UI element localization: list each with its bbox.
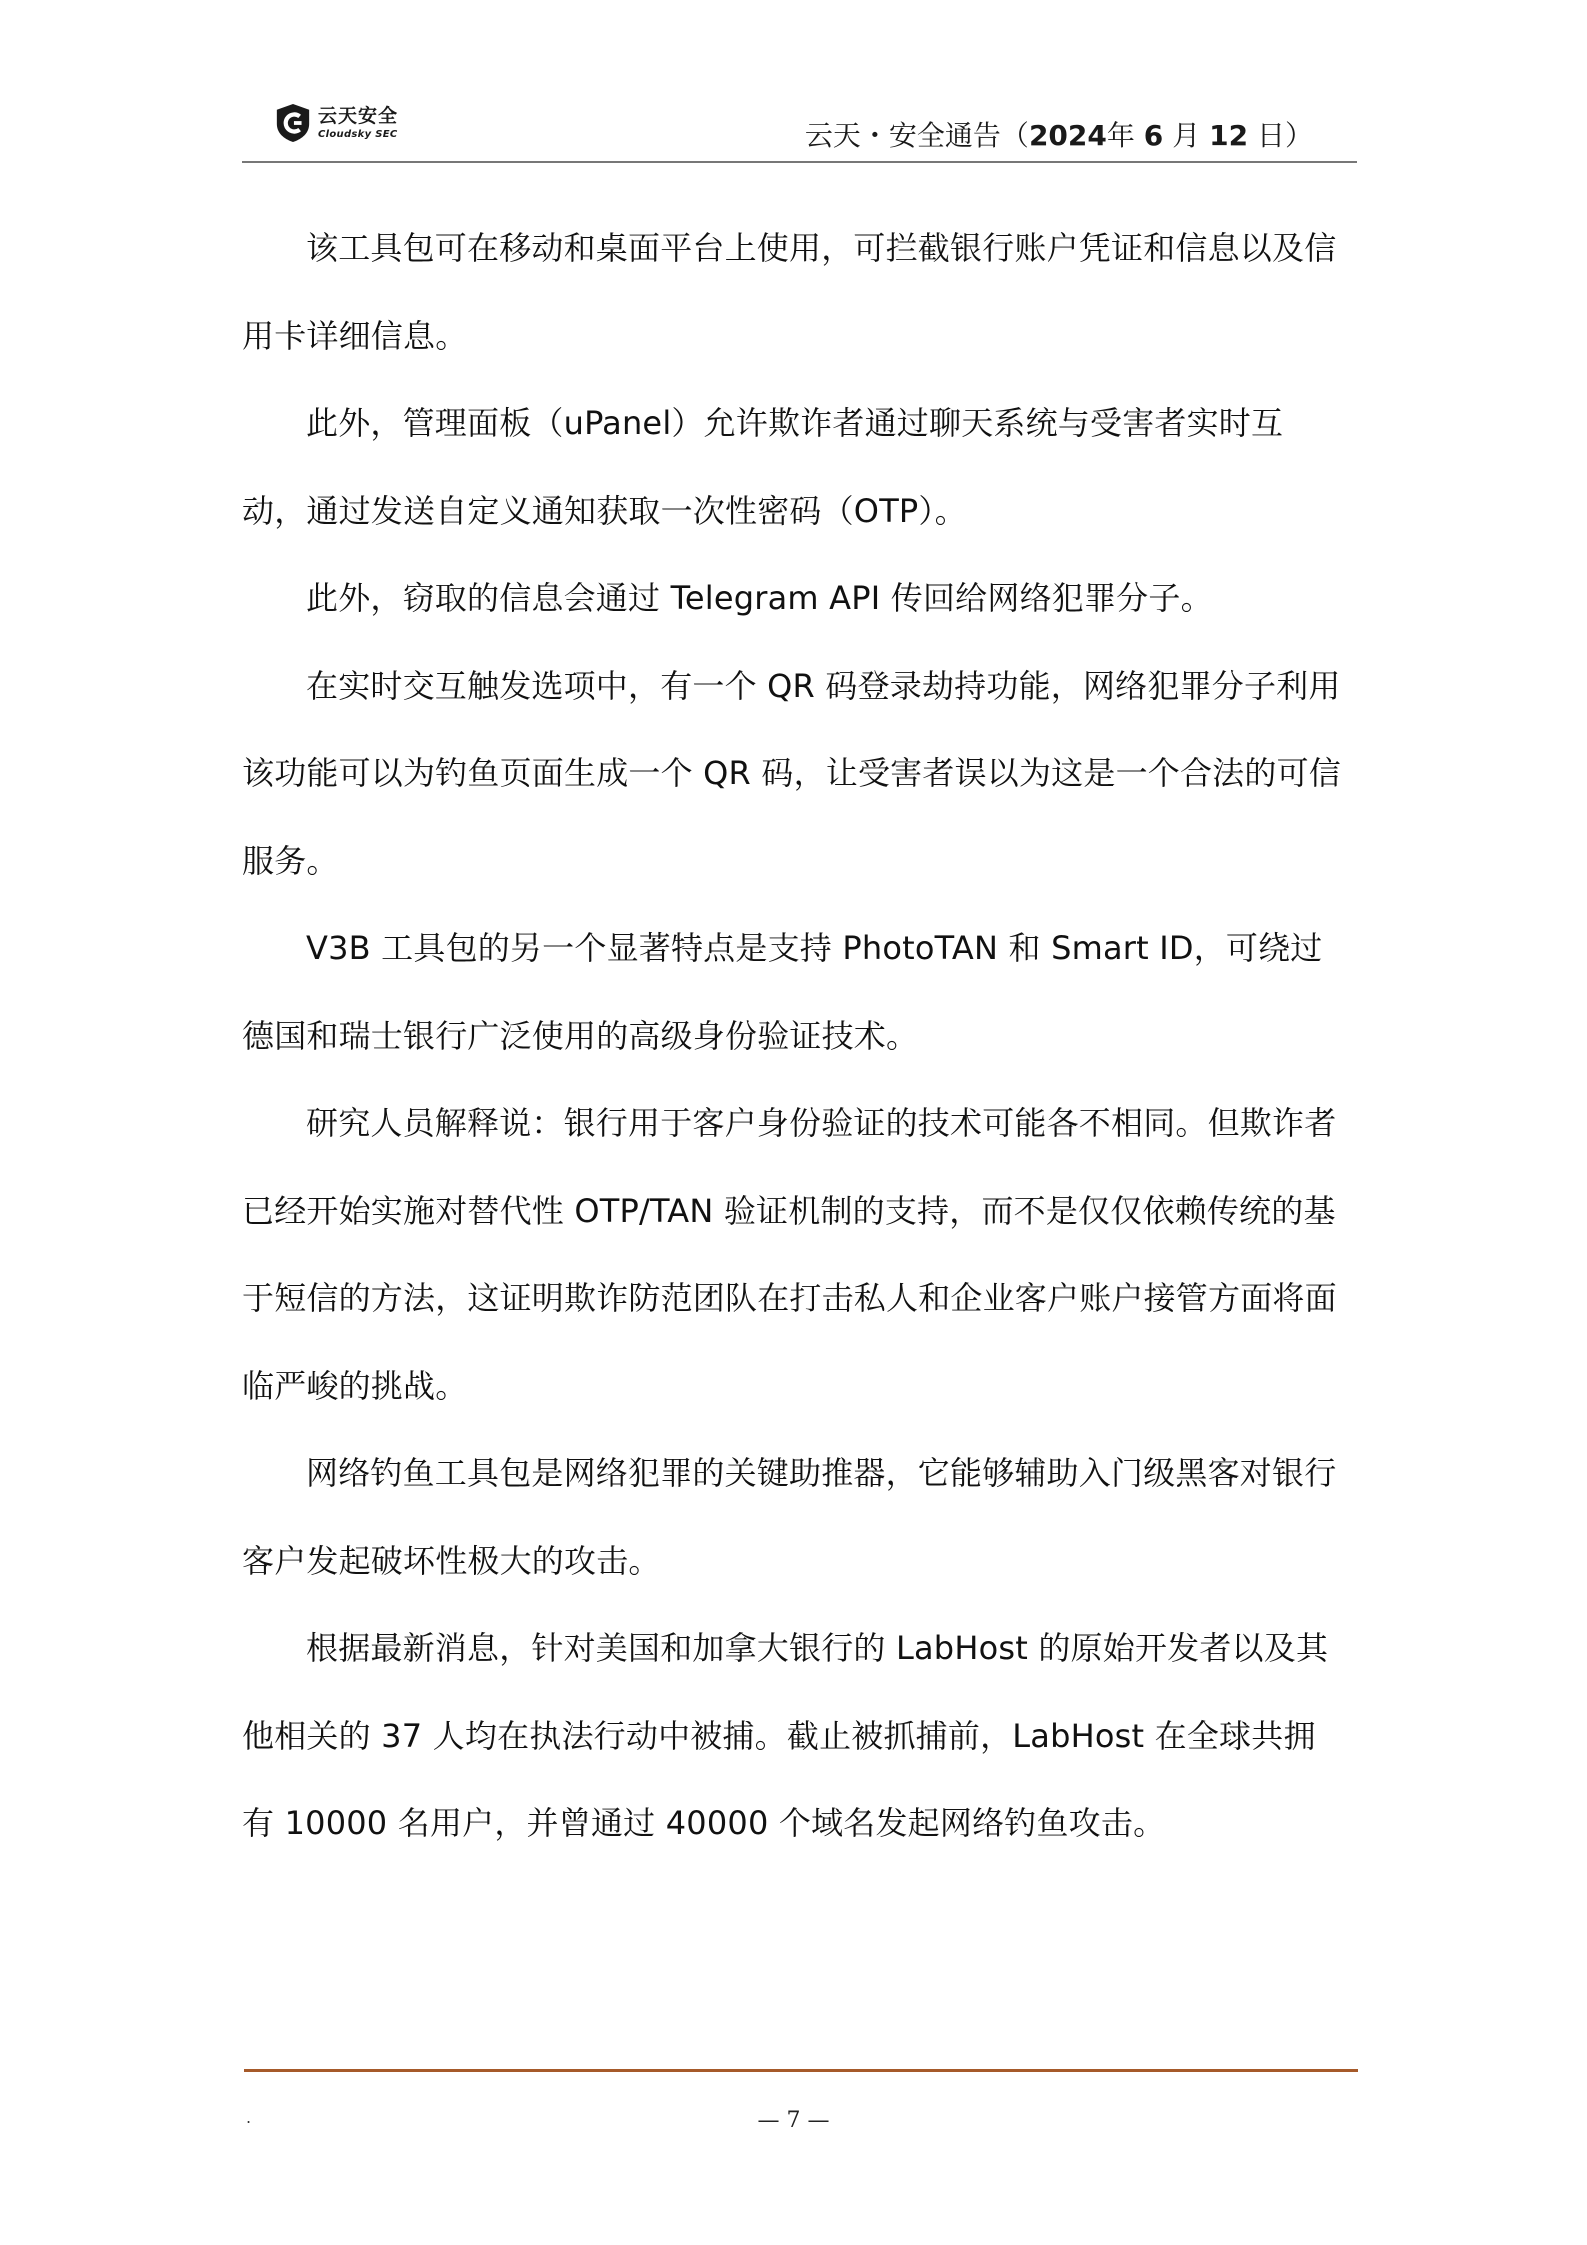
- logo-wordmark: [318, 104, 399, 140]
- paragraph-6: 研究人员解释说：银行用于客户身份验证的技术可能各不相同。但欺诈者已经开始实施对替代性 OTP/TAN 验证机制的支持，而不是仅仅依赖传统的基于短信的方法，这证明欺诈防范团队在打击私人和企业客户账户接管方面将面临严峻的挑战。: [242, 1104, 1337, 1405]
- paragraph-4: 在实时交互触发选项中，有一个 QR 码登录劫持功能，网络犯罪分子利用该功能可以为钓鱼页面生成一个 QR 码，让受害者误以为这是一个合法的可信服务。: [242, 666, 1341, 880]
- bulletin-day-unit: 日）: [1256, 119, 1313, 152]
- bulletin-month-unit: 月: [1172, 119, 1201, 152]
- bulletin-title-prefix: 云天・安全通告（: [804, 119, 1029, 152]
- bulletin-month: 6: [1143, 119, 1164, 152]
- bulletin-year-unit: 年: [1106, 119, 1135, 152]
- paragraph-3: 此外，窃取的信息会通过 Telegram API 传回给网络犯罪分子。: [306, 579, 1213, 617]
- paragraph-2: 此外，管理面板（uPanel）允许欺诈者通过聊天系统与受害者实时互动，通过发送自定义通知获取一次性密码（OTP）。: [242, 404, 1284, 530]
- footer-dot: .: [246, 2108, 252, 2127]
- logo-name-en: Cloudsky SEC: [318, 128, 398, 140]
- bulletin-title: [805, 114, 1313, 154]
- bulletin-year: 2024: [1028, 119, 1107, 152]
- shield-logo-icon: [274, 103, 312, 143]
- header-divider: [242, 161, 1357, 163]
- company-logo: [274, 100, 398, 146]
- bulletin-day: 12: [1209, 119, 1249, 152]
- paragraph-8: 根据最新消息，针对美国和加拿大银行的 LabHost 的原始开发者以及其他相关的 37 人均在执法行动中被捕。截止被抓捕前，LabHost 在全球共拥有 10000 名用户，并曾通过 40000 个域名发起网络钓鱼攻击。: [242, 1629, 1329, 1842]
- paragraph-5: V3B 工具包的另一个显著特点是支持 PhotoTAN 和 Smart ID，可绕过德国和瑞士银行广泛使用的高级身份验证技术。: [242, 929, 1323, 1055]
- page-number: — 7 —: [757, 2108, 830, 2133]
- document-body: [242, 205, 1342, 1868]
- footer-divider: [244, 2069, 1358, 2072]
- paragraph-7: 网络钓鱼工具包是网络犯罪的关键助推器，它能够辅助入门级黑客对银行客户发起破坏性极大的攻击。: [242, 1454, 1337, 1580]
- logo-name-cn: 云天安全: [318, 104, 399, 127]
- page-header: [242, 96, 1357, 162]
- paragraph-1: 该工具包可在移动和桌面平台上使用，可拦截银行账户凭证和信息以及信用卡详细信息。: [242, 229, 1337, 355]
